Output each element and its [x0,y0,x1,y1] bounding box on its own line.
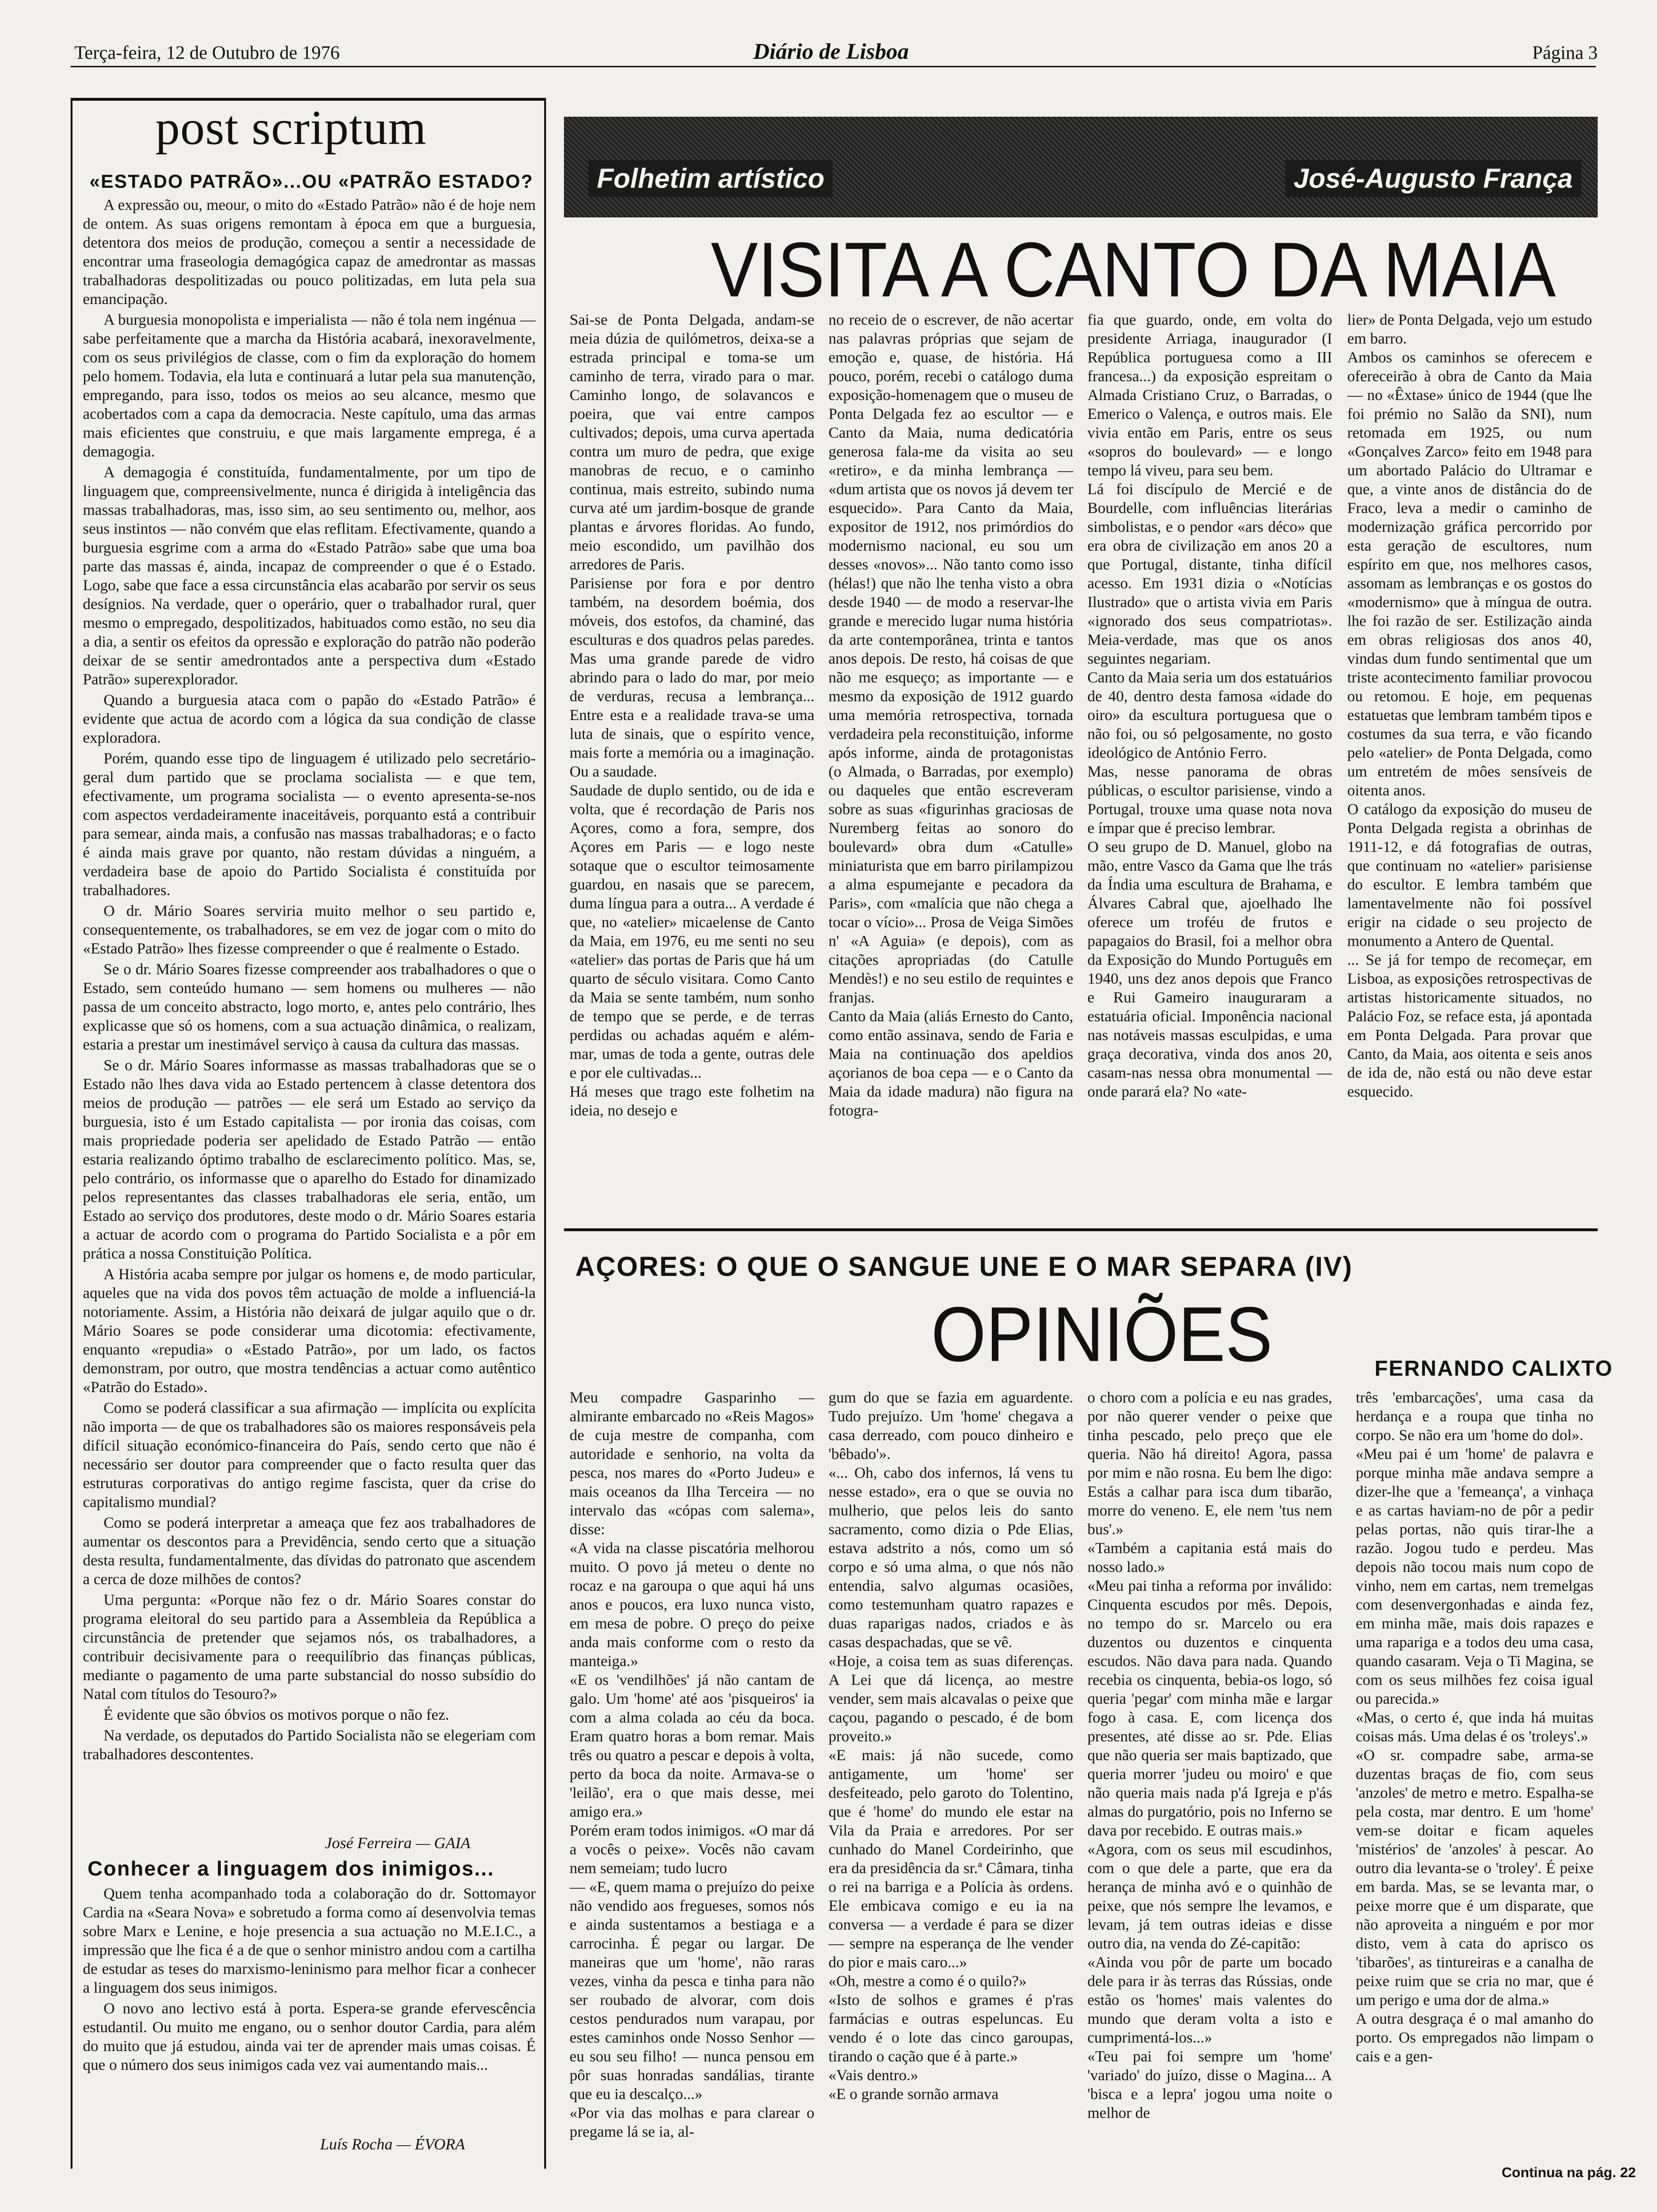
postscriptum-right-rule [544,98,546,2169]
opinioes-top-rule [564,1228,1598,1231]
postscriptum-article2-title: Conhecer a linguagem dos inimigos... [88,1857,495,1880]
postscriptum-header: post scriptum [155,101,427,155]
postscriptum-article1-signature: José Ferreira — GAIA [325,1835,471,1852]
opinioes-headline: OPINIÕES [931,1290,1273,1378]
masthead-paper-name: Diário de Lisboa [753,39,909,64]
paragraph: A demagogia é constituída, fundamentalmente, por um tipo de linguagem que, compreensivelmente, nunca é dirigida à inteligência das massas trabalhadoras, mas, isso sim, ao seu sentimento ou, melhor, aos seus instintos — não convém que elas reflitam. Efectivamente, quando a burguesia esgrime com a arma do «Estado Patrão» sabe que uma boa parte das massas é, ainda, incapaz de compreender o que é o Estado. Logo, sabe que face a essa circunstância elas acabarão por servir os seus desígnios. Na verdade, quer o operário, quer o trabalhador rural, quer mesmo o empregado, despolitizados, habituados como estão, no seu dia a dia, a sentir os efeitos da opressão e exploração do patrão não poderão deixar de se sentir amedrontados ante a perspectiva dum «Estado Patrão» superexplorador. [83,464,536,688]
paragraph: Porém, quando esse tipo de linguagem é utilizado pelo secretário-geral dum partido que se proclama socialista — e que tem, efectivamente, um programa socialista — o evento apresenta-se-nos com aspectos verdadeiramente inaceitáveis, porquanto está a contribuir para semear, ainda mais, a confusão nas massas trabalhadoras; e o facto é ainda mais grave por quanto, não restam dúvidas a ninguém, a verdadeira base de apoio do Partido Socialista é constituída por trabalhadores. [83,750,536,899]
folhetim-column-4: lier» de Ponta Delgada, vejo um estudo em barro. Ambos os caminhos se oferecem e ofereceirão à obra de Canto da Maia — no «Êxtase» único de 1944 (que lhe foi prémio no Salão da SNI), num retomada em 1925, ou num «Gonçalves Zarco» feito em 1948 para um abortado Palácio do Ultramar e que, a vinte anos de distância do de Fraco, leva a medir o caminho de modernização gráfica percorrido por esta geração de escultores, num espírito em que, nos melhores casos, assomam as lembranças e os gostos do «modernismo» que à míngua de outra. lhe foi razão de ser. Estilização ainda em obras religiosas dos anos 40, vindas dum fundo sentimental que um triste acontecimento familiar provocou ou retomou. E hoje, em pequenas estatuetas que lembram também tipos e costumes da sua terra, e vão ficando pelo «atelier» de Ponta Delgada, como um entretém de môes sensíveis de oitenta anos. O catálogo da exposição do museu de Ponta Delgada regista a obrinhas de 1911-12, e dá fotografias de outras, que continuam no «atelier» parisiense do escultor. E lembra também que lamentavelmente não foi possível erigir na cidade o seu projecto de monumento a Antero de Quental. ... Se já for tempo de recomeçar, em Lisboa, as exposições retrospectivas de artistas historicamente situados, no Palácio Foz, se reface esta, já apontada em Ponta Delgada. Para provar que Canto, da Maia, aos oitenta e seis anos de ida de, não está ou não deve estar esquecido. [1347,312,1592,1100]
paragraph: Como se poderá interpretar a ameaça que fez aos trabalhadores de aumentar os descontos para a Previdência, sendo certo que a situação desta resulta, fundamentalmente, das dívidas do patronato que ascendem a cerca de doze milhões de contos? [83,1515,536,1588]
paragraph: O dr. Mário Soares serviria muito melhor o seu partido e, consequentemente, os trabalhadores, se em vez de jogar com o mito do «Estado Patrão» lhes fizesse compreender o que é realmente o Estado. [83,903,536,957]
postscriptum-article1-body [83,196,536,1829]
paragraph: A expressão ou, meour, o mito do «Estado Patrão» não é de hoje nem de ontem. As suas origens remontam à época em que a burguesia, detentora dos meios de produção, começou a sentir a necessidade de encontrar uma fraseologia demagógica capaz de amedrontar as massas trabalhadoras despolitizadas ou pouco politizadas, em luta pela sua emancipação. [83,197,536,308]
paragraph: Na verdade, os deputados do Partido Socialista não se elegeriam com trabalhadores descontentes. [83,1727,536,1763]
folhetim-column-1: Sai-se de Ponta Delgada, andam-se meia dúzia de quilómetros, deixa-se a estrada principal e toma-se um caminho de terra, virado para o mar. Caminho longo, de solavancos e poeira, que vai entre campos cultivados; depois, uma curva apertada contra um muro de pedra, que exige manobras de recuo, e o caminho continua, mais estreito, subindo numa curva até um jardim-bosque de grande plantas e árvores floridas. Ao fundo, meio escondido, um pavilhão dos arredores de Paris. Parisiense por fora e por dentro também, na desordem boémia, dos móveis, dos estofos, da chaminé, das esculturas e dos quadros pelas paredes. Mas uma grande parede de vidro abrindo para o lado do mar, por meio de verduras, recusa a lembrança... Entre esta e a realidade trava-se uma luta de sinais, que o espírito vence, mais forte a memória ou a imaginação. Ou a saudade. Saudade de duplo sentido, ou de ida e volta, que é recordação de Paris nos Açores, como a fora, sempre, dos Açores em Paris — e logo neste sotaque que o escultor teimosamente guardou, en nasais que se parecem, duma língua para a outra... A verdade é que, no «atelier» micaelense de Canto da Maia, em 1976, eu me senti no seu «atelier» das portas de Paris que há um quarto de século visitara. Como Canto da Maia se sente também, num sonho de tempo que se perde, e de terras perdidas ou achadas aquém e além-mar, umas de toda a gente, outras dele e por ele cultivadas... Há meses que trago este folhetim na ideia, no desejo e [570,312,814,1119]
paragraph: O novo ano lectivo está à porta. Espera-se grande efervescência estudantil. Ou muito me engano, ou o senhor doutor Cardia, para além do muito que já estudou, ainda vai ter de aprender mais umas coisas. É que o número dos seus inimigos cada vez vai aumentando mais... [83,2000,536,2074]
paragraph: Quem tenha acompanhado toda a colaboração do dr. Sottomayor Cardia na «Seara Nova» e sobretudo a forma como aí desenvolvia temas sobre Marx e Lenine, e hoje presencia a sua actuação no M.E.I.C., a impressão que lhe fica é a de que o senhor ministro andou com a cartilha de estudar as teses do marxismo-leninismo para melhor ficar a conhecer a linguagem dos seus inimigos. [83,1885,536,1996]
paragraph: Se o dr. Mário Soares fizesse compreender aos trabalhadores o que o Estado, sem conteúdo humano — sem homens ou mulheres — não passa de um conceito abstracto, logo morto, e, antes pelo contrário, lhes explicasse que só os homens, com a sua actuação dinâmica, o realizam, estaria a prestar um inestimável serviço à causa da cultura das massas. [83,961,536,1053]
opinioes-column-4: três 'embarcações', uma casa da herdança e a roupa que tinha no corpo. Se não era um 'home do dol». «Meu pai é um 'home' de palavra e porque minha mãe andava sempre a dizer-lhe que a 'femeança', a vinhaça e as cartas haviam-no de pôr a pedir pelas portas, não quis tirar-lhe a razão. Jogou tudo e perdeu. Mas depois não tocou mais num copo de vinho, nem em cartas, nem tremelgas com desenvergonhadas e ainda fez, em minha mãe, mais dois rapazes e uma rapariga e a todos deu uma casa, quando casaram. Veja o Ti Magina, se com os seus milhões fez coisa igual ou parecida.» «Mas, o certo é, que inda há muitas coisas más. Uma delas é os 'troleys'.» «O sr. compadre sabe, arma-se duzentas braças de fio, com seus 'anzoles' de metro e metro. Espalha-se pela costa, mar dentro. E um 'home' vem-se doitar e ficam aqueles 'mistérios' de 'anzoles' à pescar. Ao outro dia levanta-se o 'troley'. É peixe em barda. Mas, se se levanta mar, o peixe morre que é um disparate, que não aproveita a ninguém e por mor disto, vem à cata do aprisco os 'tibarões', as tintureiras e a canalha de peixe ruim que se cria no mar, que é um perigo e uma dor de alma.» A outra desgraça é o mal amanho do porto. Os empregados não limpam o cais e a gen- [1356,1389,1593,2065]
masthead-date: Terça-feira, 12 de Outubro de 1976 [74,42,340,63]
paragraph: Se o dr. Mário Soares informasse as massas trabalhadoras que se o Estado não lhes dava vida ao Estado pertencem à classe detentora dos meios de produção — patrões — ele será um Estado ao serviço da burguesia, isto é um Estado capitalista — por ironia das coisas, com mais propriedade poderia ser apelidado de Estado Patrão — então estaria realizando óptimo trabalho de esclarecimento político. Mas, se, pelo contrário, os informasse que o aparelho do Estado for dinamizado pelos representantes das classes trabalhadoras ele seria, então, um Estado ao serviço dos produtores, deste modo o dr. Mário Soares estaria a actuar de acordo com o programa do Partido Socialista e a pôr em prática a nossa Constituição Política. [83,1057,536,1262]
paragraph: Como se poderá classificar a sua afirmação — implícita ou explícita não importa — de que os trabalhadores são os maiores responsáveis pela difícil situação económico-financeira do País, sendo certo que não é necessário ser doutor para compreender que o facto resulta quer das estruturas corporativas do antigo regime fascista, quer da crise do capitalismo mundial? [83,1400,536,1511]
masthead-rule [71,66,1596,67]
paragraph: Quando a burguesia ataca com o papão do «Estado Patrão» é evidente que actua de acordo com a lógica da sua condição de classe exploradora. [83,692,536,746]
postscriptum-article2-body [83,1884,536,2129]
paragraph: A História acaba sempre por julgar os homens e, de modo particular, aqueles que na vida dos povos têm actuação de molde a influenciá-la notoriamente. Assim, a História não deixará de julgar aquilo que o dr. Mário Soares se pode considerar uma dicotomia: efectivamente, enquanto «repudia» o «Estado Patrão», por um lado, os factos demonstram, por outro, que mostra tendências a actuar como autêntico «Patrão do Estado». [83,1266,536,1396]
opinioes-column-2: gum do que se fazia em aguardente. Tudo prejuízo. Um 'home' chegava a casa derreado, com pouco dinheiro e 'bêbado'». «... Oh, cabo dos infernos, lá vens tu nesse estado», era o que se ouvia no mulherio, que pelos leis do santo sacramento, como dizia o Pde Elias, estava adstrito a nós, como um só corpo e só uma alma, o que nós não entendia, salvo algumas ocasiões, como testemunham quatro rapazes e duas raparigas nados, criados e às casas despachadas, que se vê. «Hoje, a coisa tem as suas diferenças. A Lei que dá licença, ao mestre vender, sem mais alcavalas o peixe que caçou, pagando o pescado, é de bom proveito.» «E mais: já não sucede, como antigamente, um 'home' ser desfeiteado, pelo garoto do Tolentino, que é 'home' do mundo ele estar na Vila da Praia e arredores. Por ser cunhado do Manel Cordeirinho, que era da presidência da sr.ª Câmara, tinha o rei na barriga e a Polícia às ordens. Ele embicava comigo e eu ia na conversa — a verdade é para se dizer — sempre na esperança de lhe vender do pior e mais caro...» «Oh, mestre a como é o quilo?» «Isto de solhos e grames é p'ras farmácias e outras espeluncas. Eu vendo é o lote das cinco garoupas, tirando o cação que é à parte.» «Vais dentro.» «E o grande sornão armava [828,1389,1073,2103]
postscriptum-article1-title: «ESTADO PATRÃO»...OU «PATRÃO ESTADO? [89,171,534,192]
opinioes-kicker: AÇORES: O QUE O SANGUE UNE E O MAR SEPARA (IV) [575,1251,1353,1282]
folhetim-author: José-Augusto França [1285,160,1581,197]
opinioes-column-1: Meu compadre Gasparinho — almirante embarcado no «Reis Magos» de cuja mestre de companha, com autoridade e senhorio, na volta da pesca, nos mares do «Porto Judeu» e mais oceanos da Ilha Terceira — no intervalo das «cópas com salema», disse: «A vida na classe piscatória melhorou muito. O povo já meteu o dente no rocaz e na garoupa o que aqui há uns anos e poucos, era luxo nunca visto, em mesa de pobre. O preço do peixe anda mais conforme com o resto da manteiga.» «E os 'vendilhões' já não cantam de galo. Um 'home' até aos 'pisqueiros' ia com a alma colada ao céu da boca. Eram quatro horas a bom remar. Mais três ou quatro a pescar e depois à volta, perto da boca da noite. Armava-se o 'leilão', era o que mais desse, mei amigo era.» Porém eram todos inimigos. «O mar dá a vocês o peixe». Vocês não cavam nem semeiam; tudo lucro — «E, quem mama o prejuízo do peixe não vendido aos fregueses, somos nós e ainda sustentamos a bestiaga e a carrocinha. É pegar ou largar. De maneiras que um 'home', não raras vezes, vinha da pesca e tinha para não ser roubado de alvorar, com dois cestos pendurados num varapau, por estes caminhos onde Nosso Senhor — eu sou seu filho! — nunca pensou em pôr suas honradas sandálias, tirante que eu ia descalço...» «Por via das molhas e para clarear o pregame lá se ia, al- [570,1389,814,2140]
paragraph: É evidente que são óbvios os motivos porque o não fez. [104,1707,450,1723]
postscriptum-article2-signature: Luís Rocha — ÉVORA [320,2136,465,2153]
opinioes-continued-note: Continua na pág. 22 [1502,2165,1636,2180]
opinioes-author: FERNANDO CALIXTO [1375,1356,1613,1380]
paragraph: A burguesia monopolista e imperialista — não é tola nem ingénua — sabe perfeitamente que a marcha da História acabará, inexoravelmente, com os seus privilégios de classe, com o fim da exploração do homem pelo homem. Todavia, ela luta e continuará a lutar pela sua manutenção, empregando, para isso, todos os meios ao seu alcance, mesmo que acobertados com a capa da democracia. Neste capítulo, uma das armas mais eficientes que construiu, e que mais largamente emprega, é a demagogia. [83,312,536,460]
folhetim-headline: VISITA A CANTO DA MAIA [711,226,1556,313]
folhetim-section-label: Folhetim artístico [588,160,833,197]
opinioes-column-3: o choro com a polícia e eu nas grades, por não querer vender o peixe que tinha pescado, pelo preço que ele queria. Não há direito! Agora, passa por mim e não rosna. Eu bem lhe digo: Estás a calhar para isca dum tibarão, morre do veneno. E, ele nem 'tus nem bus'.» «Também a capitania está mais do nosso lado.» «Meu pai tinha a reforma por inválido: Cinquenta escudos por mês. Depois, no tempo do sr. Marcelo ou era duzentos ou duzentos e cinquenta escudos. Não dava para nada. Quando recebia os cinquenta, bebia-os logo, só queria 'pegar' com minha mãe e largar fogo à casa. E, com licença dos presentes, até disse ao sr. Pde. Elias que não queria ser mais baptizado, que queria morrer 'judeu ou moiro' e que não queria mais nada p'á Igreja e p'ás almas do purgatório, pois no Inferno se dava por recebido. E outras mais.» «Agora, com os seus mil escudinhos, com o que dele a parte, que era da herança de minha avó e o quinhão de peixe, que nós sempre lhe levamos, e levam, já tem outras ideias e disse outro dia, na venda do Zé-capitão: «Ainda vou pôr de parte um bocado dele para ir às terras das Rússias, onde estão os 'homes' mais valentes do mundo que deram volta a isto e cumprimentá-los...» «Teu pai foi sempre um 'home' 'variado' do juízo, disse o Magina... A 'bisca e a lepra' jogou uma noite o melhor de [1087,1389,1332,2122]
folhetim-column-2: no receio de o escrever, de não acertar nas palavras próprias que sejam de emoção e, quase, de história. Há pouco, porém, recebi o catálogo duma exposição-homenagem que o museu de Ponta Delgada fez ao escultor — e Canto da Maia, numa dedicatória generosa fala-me da visita ao seu «retiro», e da minha lembrança — «dum artista que os novos já devem ter esquecido». Para Canto da Maia, expositor de 1912, nos primórdios do modernismo nacional, eu sou um desses «novos»... Não tanto como isso (hélas!) que não lhe tenha visto a obra desde 1940 — de modo a reservar-lhe grande e merecido lugar numa história da arte contemporânea, trinta e tantos anos depois. De resto, há coisas de que não me esqueço; as importante — e mesmo da exposição de 1912 guardo uma memória retrospectiva, tornada verdadeira pela reconstituição, informe após informe, ainda de protagonistas (o Almada, o Barradas, por exemplo) ou daqueles que então escreveram sobre as suas «figurinhas graciosas de Nuremberg feitas ao sonoro do boulevard» obra dum «Catulle» miniaturista que em barro pirilampizou a alma espumejante e pecadora da Paris», com «malícia que não chega a tocar o vício»... Prosa de Veiga Simões n' «A Aguia» (e depois), com as citações apropriadas (do Catulle Mendès!) e no seu estilo de requintes e franjas. Canto da Maia (aliás Ernesto do Canto, como então assinava, sendo de Faria e Maia na continuação dos apeldios açorianos de boa cepa — e o Canto da Maia da idade madura) não figura na fotogra- [828,312,1073,1119]
masthead-page-number: Página 3 [1532,42,1598,63]
folhetim-column-3: fia que guardo, onde, em volta do presidente Arriaga, inaugurador (I República portuguesa como a III francesa...) da exposição espreitam o Almada Cristiano Cruz, o Barradas, o Emerico o Valença, e outros mais. Ele vivia então em Paris, entre os seus «sopros do boulevard» — e longo tempo lá viveu, para seu bem. Lá foi discípulo de Mercié e de Bourdelle, com influências literárias simbolistas, e o pendor «ars déco» que era obra de civilização em anos 20 a que Portugal, distante, tinha difícil acesso. Em 1931 dizia o «Notícias Ilustrado» que o artista vivia em Paris «ignorado dos seus compatriotas». Meia-verdade, mas que os anos seguintes negariam. Canto da Maia seria um dos estatuários de 40, dentro desta famosa «idade do oiro» da escultura portuguesa que o não foi, ou só pelgosamente, no gosto ideológico de António Ferro. Mas, nesse panorama de obras públicas, o escultor parisiense, vindo a Portugal, trouxe uma quase nota nova e ímpar que é preciso lembrar. O seu grupo de D. Manuel, globo na mão, entre Vasco da Gama que lhe trás da Índia uma escultura de Brahama, e Álvares Cabral que, ajoelhado lhe oferece um troféu de frutos e papagaios do Brasil, foi a melhor obra da Exposição do Mundo Português em 1940, uns dez anos depois que Franco e Rui Gameiro inauguraram a estatuária oficial. Imponência nacional nas notáveis massas esculpidas, e uma graça decorativa, vinda dos anos 20, casam-nas nessa obra monumental — onde parará ela? No «ate- [1087,312,1332,1100]
paragraph: Uma pergunta: «Porque não fez o dr. Mário Soares constar do programa eleitoral do seu partido para a Assembleia da República a circunstância de pretender que sejamos nós, os trabalhadores, a contribuir decisivamente para o reequilíbrio das finanças públicas, mediante o pagamento de uma parte substancial do nosso subsídio do Natal com títulos do Tesouro?» [83,1592,536,1703]
postscriptum-left-rule [71,98,72,2169]
